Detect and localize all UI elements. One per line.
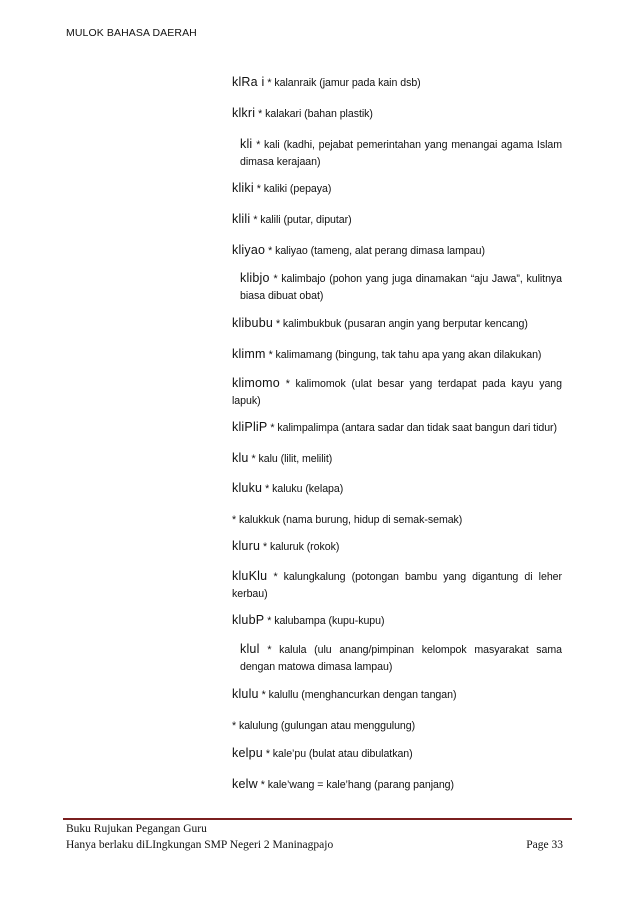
entry-gloss: * kalimbajo (pohon yang juga dinamakan “aju Jawa”, kulitnya biasa dibuat obat) [240,273,562,302]
dictionary-entry [232,136,562,171]
lontara-word: kliki [232,181,254,195]
dictionary-entry [232,641,562,676]
lontara-word: klRa i [232,75,265,89]
entry-gloss: * kale’pu (bulat atau dibulatkan) [265,748,413,760]
entry-gloss: * kalungkalung (potongan bambu yang digantung di leher kerbau) [232,571,562,600]
dictionary-entry [232,270,562,305]
entry-gloss: * kalili (putar, diputar) [253,214,352,226]
entry-gloss: * kalula (ulu anang/pimpinan kelompok masyarakat sama dengan matowa dimasa lampau) [240,644,562,673]
lontara-word: kelw [232,777,258,791]
lontara-word: klu [232,451,249,465]
dictionary-entry [232,105,562,123]
entry-gloss: * kaluku (kelapa) [265,483,344,495]
entry-gloss: * kalimbukbuk (pusaran angin yang berputar kencang) [275,318,528,330]
entry-gloss: * kaluruk (rokok) [263,541,340,553]
dictionary-entry [232,568,562,603]
dictionary-entry [232,375,562,410]
lontara-word: kliyao [232,243,266,257]
dictionary-entry [232,745,562,763]
entry-gloss: * kalakari (bahan plastik) [258,108,373,120]
dictionary-entry [232,419,562,437]
lontara-word: klibjo [240,271,270,285]
lontara-word: klubP [232,613,265,627]
dictionary-entry [232,450,562,468]
entry-gloss: * kalubampa (kupu-kupu) [267,615,385,627]
lontara-word: klimm [232,347,266,361]
lontara-word: klul [240,642,260,656]
entry-gloss: * kalanraik (jamur pada kain dsb) [267,77,421,89]
lontara-word: klibubu [232,316,274,330]
dictionary-entry [232,612,562,630]
lontara-word: kluku [232,481,263,495]
dictionary-entry [232,480,562,498]
dictionary-entry [232,717,562,735]
entry-gloss: * kalullu (menghancurkan dengan tangan) [261,689,457,701]
entry-gloss: * kalimomok (ulat besar yang terdapat pada kayu yang lapuk) [232,378,562,407]
lontara-word: kliPliP [232,420,268,434]
entry-gloss: * kaliyao (tameng, alat perang dimasa lampau) [268,245,485,257]
entry-gloss: * kali (kadhi, pejabat pemerintahan yang menangai agama Islam dimasa kerajaan) [240,139,562,168]
dictionary-entry [232,315,562,333]
lontara-word: klimomo [232,376,280,390]
lontara-word: klulu [232,687,259,701]
dictionary-entry [232,511,562,529]
lontara-word: klili [232,212,251,226]
entry-gloss: * kalimamang (bingung, tak tahu apa yang akan dilakukan) [268,349,542,361]
entry-gloss: * kalukkuk (nama burung, hidup di semak-semak) [232,514,463,526]
footer-book-title: Buku Rujukan Pegangan Guru [66,823,207,835]
dictionary-entry [232,686,562,704]
dictionary-entry [232,538,562,556]
lontara-word: kluKlu [232,569,268,583]
dictionary-entry [232,74,562,92]
dictionary-entry [232,211,562,229]
running-header: MULOK BAHASA DAERAH [66,27,197,39]
dictionary-entry [232,346,562,364]
lontara-word: kli [240,137,253,151]
entry-gloss: * kale’wang = kale’hang (parang panjang) [260,779,455,791]
dictionary-entry [232,242,562,260]
entry-gloss: * kalulung (gulungan atau menggulung) [232,720,416,732]
entry-gloss: * kalu (lilit, melilit) [251,453,333,465]
entry-gloss: * kaliki (pepaya) [256,183,332,195]
lontara-word: kluru [232,539,261,553]
lontara-word: kelpu [232,746,263,760]
entry-gloss: * kalimpalimpa (antara sadar dan tidak saat bangun dari tidur) [270,422,558,434]
footer-divider [63,818,572,820]
page-number: Page 33 [526,839,563,851]
dictionary-entry [232,180,562,198]
dictionary-entry [232,776,562,794]
footer-scope-note: Hanya berlaku diLIngkungan SMP Negeri 2 Maninagpajo [66,839,334,851]
lontara-word: klkri [232,106,256,120]
